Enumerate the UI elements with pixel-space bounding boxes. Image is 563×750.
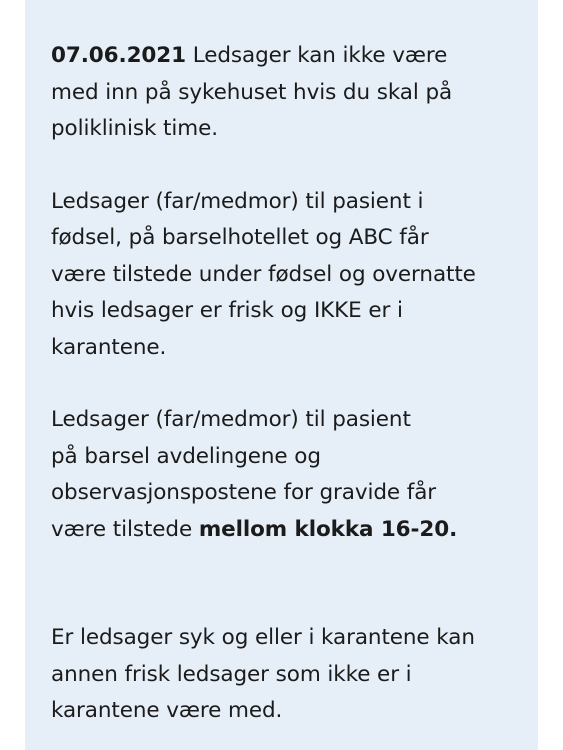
notice-line: på barsel avdelingene og: [51, 443, 321, 469]
notice-paragraph-visiting-hours: [51, 402, 512, 548]
notice-panel: [25, 0, 538, 750]
notice-date: 07.06.2021: [51, 43, 187, 68]
notice-line: fødsel, på barselhotellet og ABC får: [51, 225, 429, 250]
notice-paragraph-birth-companion: [51, 184, 512, 367]
notice-line: Er ledsager syk og eller i karantene kan: [51, 625, 475, 650]
notice-line: karantene.: [51, 334, 167, 360]
notice-line: Ledsager (far/medmor) til pasient: [51, 407, 411, 432]
notice-line: med inn på sykehuset hvis du skal på: [51, 79, 453, 105]
notice-line: annen frisk ledsager som ikke er i: [51, 661, 412, 687]
notice-paragraph-visiting-outpatient: [51, 38, 512, 148]
notice-line: observasjonspostene for gravide får: [51, 480, 437, 505]
notice-line: Ledsager (far/medmor) til pasient i: [51, 188, 424, 214]
notice-line: karantene være med.: [51, 698, 283, 723]
notice-line: være tilstede mellom klokka 16-20.: [51, 516, 458, 542]
notice-paragraph-substitute-companion: [51, 620, 512, 730]
visiting-hours-highlight: mellom klokka 16-20.: [198, 516, 458, 542]
notice-line: være tilstede under fødsel og overnatte: [51, 261, 476, 287]
notice-line: poliklinisk time.: [51, 116, 218, 141]
notice-line: hvis ledsager er frisk og IKKE er i: [51, 298, 403, 323]
notice-line: 07.06.2021 Ledsager kan ikke være: [51, 43, 448, 68]
